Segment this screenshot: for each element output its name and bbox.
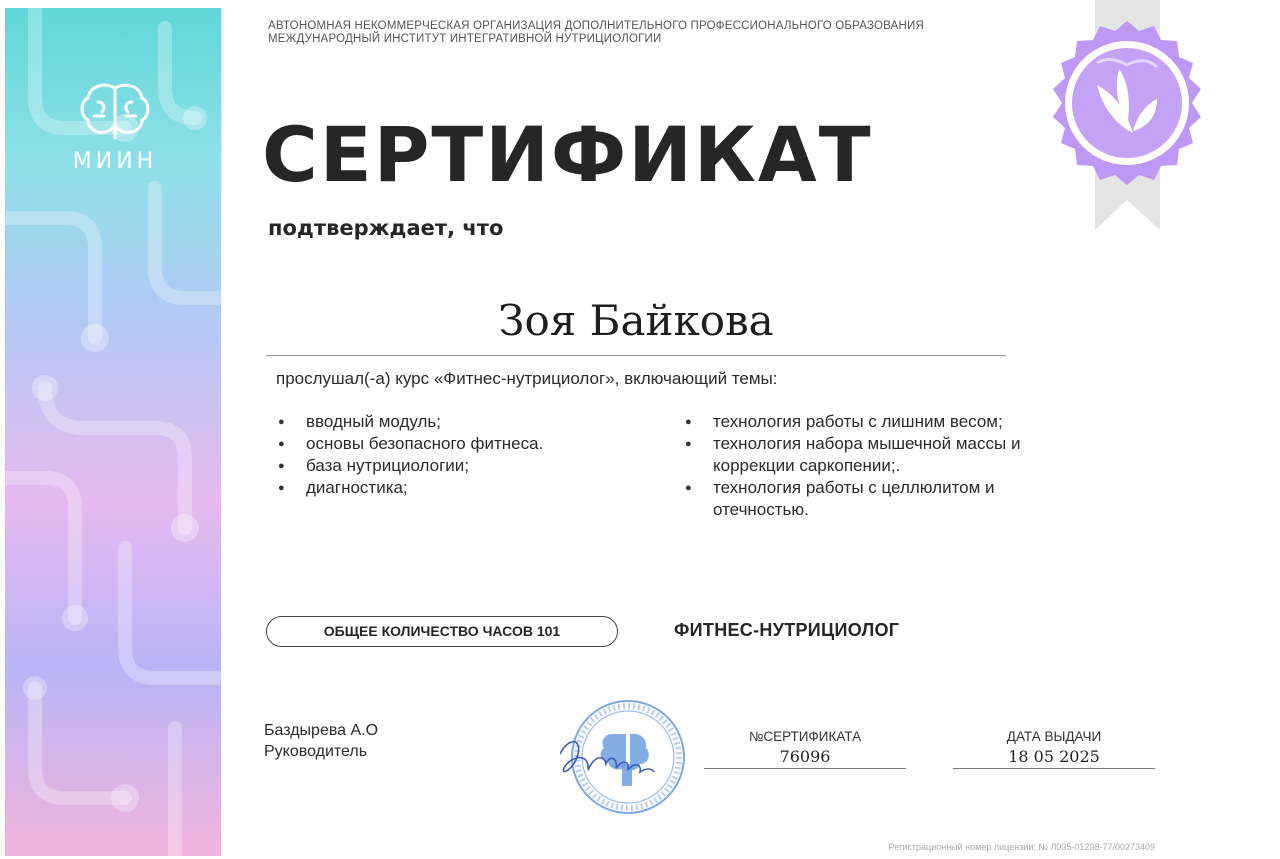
license-number: Регистрационный номер лицензии: № Л035-01298-77/00273409 xyxy=(888,842,1155,852)
topics-list-left xyxy=(276,411,656,499)
organization-line-1: АВТОНОМНАЯ НЕКОММЕРЧЕСКАЯ ОРГАНИЗАЦИЯ ДОПОЛНИТЕЛЬНОГО ПРОФЕССИОНАЛЬНОГО ОБРАЗОВАНИЯ xyxy=(268,20,925,32)
topic-item: ● диагностика; xyxy=(276,477,656,499)
recipient-name: Зоя Байкова xyxy=(498,296,774,345)
confirms-text: подтверждает, что xyxy=(268,216,504,240)
signer-position: Руководитель xyxy=(264,743,368,760)
topics-list-right xyxy=(683,411,1043,521)
certificate-number: 76096 xyxy=(704,747,906,769)
certificate-number-label: №СЕРТИФИКАТА xyxy=(748,729,862,744)
total-hours-badge: ОБЩЕЕ КОЛИЧЕСТВО ЧАСОВ 101 xyxy=(266,616,618,647)
qualification-title: ФИТНЕС-НУТРИЦИОЛОГ xyxy=(674,620,900,640)
leaf-badge-icon xyxy=(1040,0,1215,240)
logo-text: МИИН xyxy=(72,149,158,174)
brain-icon xyxy=(78,80,152,142)
certificate-number-block xyxy=(704,729,906,769)
organization-header xyxy=(268,20,1008,46)
issue-date-block xyxy=(953,729,1155,769)
topic-item: ● технология работы с лишним весом; xyxy=(683,411,1043,433)
signer-name: Баздырева А.О xyxy=(264,722,379,739)
round-stamp-icon xyxy=(560,698,690,816)
certificate-title: СЕРТИФИКАТ xyxy=(262,110,873,199)
signer-block xyxy=(264,720,378,762)
topic-item: ● технология работы с целлюлитом и отечностью. xyxy=(683,477,1043,521)
course-description: прослушал(-а) курс «Фитнес-нутрициолог», включающий темы: xyxy=(276,369,778,388)
issue-date: 18 05 2025 xyxy=(953,747,1155,769)
institute-logo xyxy=(65,80,165,174)
topic-item: ● основы безопасного фитнеса. xyxy=(276,433,656,455)
organization-line-2: МЕЖДУНАРОДНЫЙ ИНСТИТУТ ИНТЕГРАТИВНОЙ НУТРИЦИОЛОГИИ xyxy=(268,33,662,45)
topic-item: ● база нутрициологии; xyxy=(276,455,656,477)
issue-date-label: ДАТА ВЫДАЧИ xyxy=(1006,729,1102,744)
name-underline xyxy=(266,355,1006,356)
decorative-side-band xyxy=(5,8,221,856)
topic-item: ● вводный модуль; xyxy=(276,411,656,433)
topic-item: ● технология набора мышечной массы и коррекции саркопении;. xyxy=(683,433,1043,477)
